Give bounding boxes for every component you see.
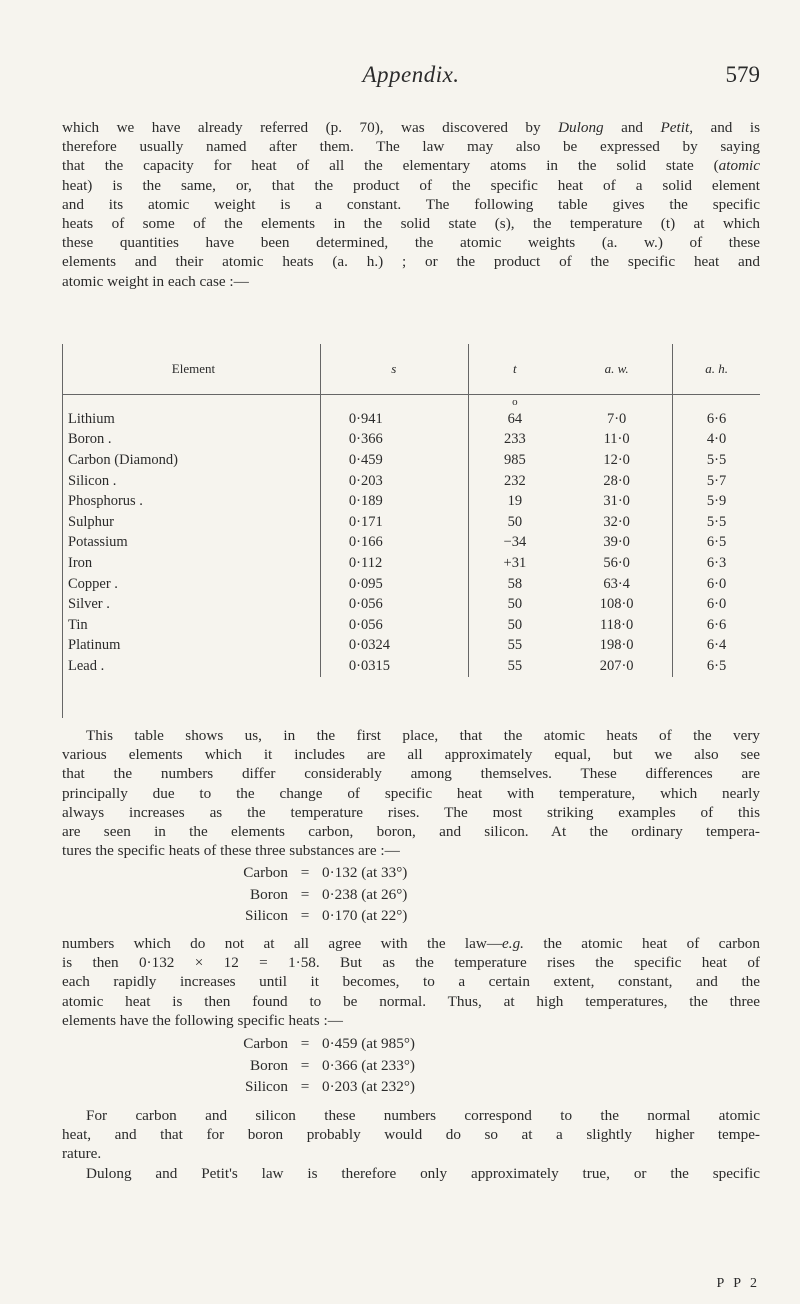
header-s: s [320,344,468,395]
text-line: atomic weight in each case :— [62,272,249,290]
text-line: heat, and that for boron probably would do so at a slightly higher tempe- [62,1126,760,1144]
text-line: always increases as the temperature rises. The most striking examples of this [62,803,760,821]
s-cell: 0·189 [320,491,468,512]
table-row [62,594,760,615]
t-cell: +31 [468,553,561,574]
aw-cell: 31·0 [603,493,630,510]
text-line: therefore usually named after them. The law may also be expressed by saying [62,138,760,156]
s-cell: 0·095 [320,574,468,595]
high-temperature-values [230,1033,415,1098]
conclusion-paragraph [62,1164,760,1183]
ah-cell: 5·5 [673,512,760,533]
text-line: atomic heat is then found to be normal. Thus, at high temperatures, the three [62,992,760,1010]
text-line: tures the specific heats of these three substances are :— [62,842,400,860]
element-cell: Copper . [68,575,118,592]
text-line: rature. [62,1145,102,1163]
t-cell: 19 [468,491,561,512]
element-cell: Tin [68,616,88,633]
aw-cell: 28·0 [603,472,630,489]
running-title: Appendix. [362,62,460,87]
text-line: various elements which it includes are all approximately equal, but we also see [62,746,760,764]
ordinary-temperature-values [230,862,407,927]
element-cell: Iron [68,554,93,571]
s-cell: 0·056 [320,615,468,636]
text-line: these quantities have been determined, the atomic weights (a. w.) of these [62,234,760,252]
ah-cell: 6·6 [673,409,760,430]
table-row [62,491,760,512]
discussion-paragraph [62,726,760,860]
specific-heat-table [62,344,760,718]
t-cell: 58 [468,574,561,595]
s-cell: 0·112 [320,553,468,574]
table-row [62,615,760,636]
aw-cell: 198·0 [599,637,634,654]
intro-paragraph [62,118,760,291]
header-t: t [468,344,561,395]
header-aw: a. w. [561,344,673,395]
table-row [62,574,760,595]
formula-row: Boron = 0·366 (at 233°) [250,1056,415,1074]
element-cell: Carbon (Diamond) [68,451,178,468]
table-row [62,430,760,451]
ah-cell: 6·3 [673,553,760,574]
element-cell: Lithium [68,410,115,427]
degree-row [62,395,760,410]
s-cell: 0·203 [320,471,468,492]
normal-heat-paragraph [62,1106,760,1164]
ah-cell: 6·5 [673,656,760,677]
printer-signature-mark: P P 2 [716,1276,760,1291]
text-line: numbers which do not at all agree with the law—e.g. the atomic heat of carbon [62,935,760,952]
text-line: Dulong and Petit's law is therefore only approximately true, or the specific [86,1165,760,1182]
table-row [62,471,760,492]
s-cell: 0·056 [320,594,468,615]
formula-row: Carbon = 0·459 (at 985°) [243,1035,415,1052]
t-cell: 985 [468,450,561,471]
element-cell: Potassium [68,534,128,551]
element-cell: Lead . [68,657,105,674]
element-cell: Silver . [68,596,110,613]
ah-cell: 5·9 [673,491,760,512]
s-cell: 0·366 [320,430,468,451]
s-cell: 0·166 [320,533,468,554]
page-number: 579 [725,62,760,87]
law-paragraph [62,934,760,1030]
t-cell: 55 [468,636,561,657]
table-row [62,656,760,677]
dulong-name: Dulong [558,119,604,136]
formula-row: Carbon = 0·132 (at 33°) [243,864,408,881]
ah-cell: 5·5 [673,450,760,471]
text-line: principally due to the change of specific heat with temperature, which nearly [62,784,760,802]
table-row [62,553,760,574]
text-line: heat) is the same, or, that the product of the specific heat of a solid element [62,176,760,194]
t-cell: 233 [468,430,561,451]
text-line: are seen in the elements carbon, boron, and silicon. At the ordinary tempera- [62,823,760,841]
aw-cell: 7·0 [606,410,627,427]
t-cell: 55 [468,656,561,677]
aw-cell: 118·0 [599,616,634,633]
header-ah: a. h. [673,344,760,395]
table-row [62,636,760,657]
ah-cell: 6·0 [673,594,760,615]
t-cell: 50 [468,615,561,636]
aw-cell: 39·0 [603,534,630,551]
s-cell: 0·941 [320,409,468,430]
page-header [62,62,760,94]
table-header-row [62,344,760,395]
text-line: elements have the following specific heats :— [62,1011,343,1029]
element-cell: Boron . [68,431,112,448]
table-row [62,512,760,533]
table-row [62,533,760,554]
degree-mark: o [468,395,561,410]
aw-cell: 32·0 [603,513,630,530]
t-cell: −34 [468,533,561,554]
aw-cell: 207·0 [599,657,634,674]
aw-cell: 108·0 [599,596,634,613]
text-line: heats of some of the elements in the solid state (s), the temperature (t) at which [62,215,760,233]
formula-row: Silicon = 0·170 (at 22°) [244,907,408,924]
element-cell: Sulphur [68,513,114,530]
ah-cell: 5·7 [673,471,760,492]
text-line: elements and their atomic heats (a. h.) ; or the product of the specific heat and [62,253,760,271]
t-cell: 50 [468,594,561,615]
aw-cell: 12·0 [603,451,630,468]
formula-row: Silicon = 0·203 (at 232°) [244,1078,415,1095]
ah-cell: 6·5 [673,533,760,554]
element-cell: Phosphorus . [68,493,143,510]
t-cell: 50 [468,512,561,533]
aw-cell: 63·4 [603,575,630,592]
t-cell: 232 [468,471,561,492]
text-line: that the capacity for heat of all the elementary atoms in the solid state (atomic [62,157,760,175]
text-line: is then 0·132 × 12 = 1·58. But as the temperature rises the specific heat of [62,954,760,972]
formula-row: Boron = 0·238 (at 26°) [250,885,408,903]
ah-cell: 6·4 [673,636,760,657]
t-cell: 64 [468,409,561,430]
data-table [62,344,760,677]
table-left-rule [62,344,63,718]
s-cell: 0·0324 [320,636,468,657]
header-element: Element [62,344,320,395]
aw-cell: 11·0 [603,431,630,448]
table-row [62,450,760,471]
aw-cell: 56·0 [603,554,630,571]
text-line: This table shows us, in the first place, that the atomic heats of the very [86,727,760,744]
petit-name: Petit [660,119,690,136]
text-line: that the numbers differ considerably among themselves. These differences are [62,765,760,783]
ah-cell: 6·0 [673,574,760,595]
element-cell: Platinum [68,637,121,654]
ah-cell: 6·6 [673,615,760,636]
element-cell: Silicon . [68,472,117,489]
text-line: each rapidly increases until it becomes, to a certain extent, constant, and the [62,973,760,991]
s-cell: 0·171 [320,512,468,533]
s-cell: 0·459 [320,450,468,471]
text-line: and its atomic weight is a constant. The following table gives the specific [62,195,760,213]
text-line: which we have already referred (p. 70), was discovered by Dulong and Petit, and is [62,119,761,136]
ah-cell: 4·0 [673,430,760,451]
table-row [62,409,760,430]
s-cell: 0·0315 [320,656,468,677]
text-line: For carbon and silicon these numbers correspond to the normal atomic [86,1107,760,1124]
